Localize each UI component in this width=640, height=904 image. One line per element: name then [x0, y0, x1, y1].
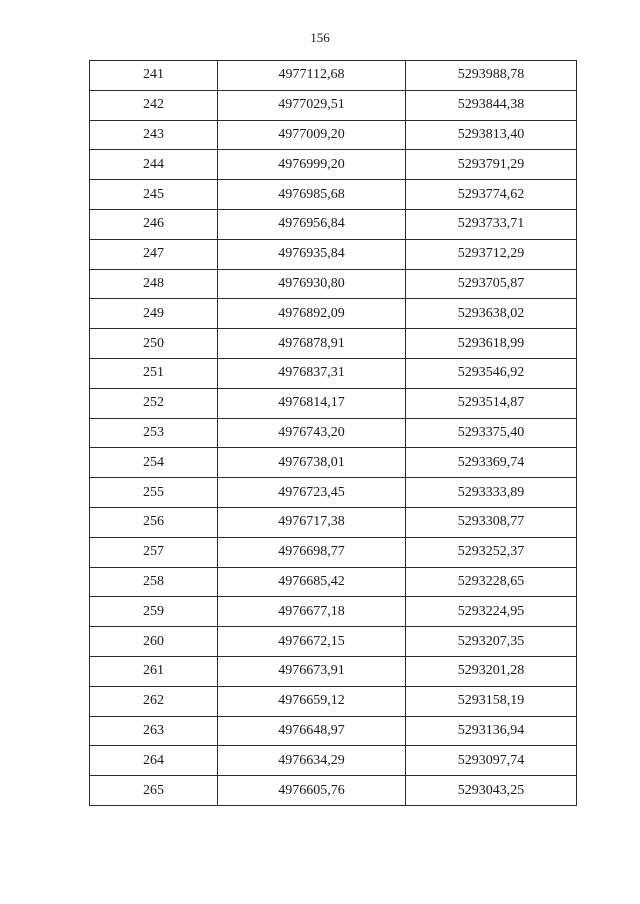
y-coordinate: 5293988,78 [406, 61, 577, 91]
point-number: 241 [90, 61, 218, 91]
point-number: 243 [90, 120, 218, 150]
x-coordinate: 4976738,01 [218, 448, 406, 478]
y-coordinate: 5293375,40 [406, 418, 577, 448]
page-number: 156 [310, 30, 330, 45]
table-row [90, 507, 577, 537]
point-number: 253 [90, 418, 218, 448]
point-number: 258 [90, 567, 218, 597]
y-coordinate: 5293705,87 [406, 269, 577, 299]
point-number: 250 [90, 329, 218, 359]
x-coordinate: 4976672,15 [218, 627, 406, 657]
y-coordinate: 5293252,37 [406, 537, 577, 567]
table-row [90, 388, 577, 418]
y-coordinate: 5293774,62 [406, 180, 577, 210]
point-number: 251 [90, 358, 218, 388]
table-row [90, 716, 577, 746]
x-coordinate: 4977112,68 [218, 61, 406, 91]
x-coordinate: 4977009,20 [218, 120, 406, 150]
y-coordinate: 5293712,29 [406, 239, 577, 269]
y-coordinate: 5293618,99 [406, 329, 577, 359]
y-coordinate: 5293844,38 [406, 90, 577, 120]
table-row [90, 120, 577, 150]
y-coordinate: 5293333,89 [406, 478, 577, 508]
point-number: 254 [90, 448, 218, 478]
x-coordinate: 4977029,51 [218, 90, 406, 120]
x-coordinate: 4976634,29 [218, 746, 406, 776]
table-row [90, 299, 577, 329]
point-number: 262 [90, 686, 218, 716]
point-number: 257 [90, 537, 218, 567]
point-number: 260 [90, 627, 218, 657]
coordinates-table-body [90, 61, 577, 806]
table-row [90, 537, 577, 567]
x-coordinate: 4976814,17 [218, 388, 406, 418]
point-number: 247 [90, 239, 218, 269]
table-row [90, 269, 577, 299]
table-row [90, 656, 577, 686]
y-coordinate: 5293158,19 [406, 686, 577, 716]
table-row [90, 209, 577, 239]
y-coordinate: 5293308,77 [406, 507, 577, 537]
x-coordinate: 4976999,20 [218, 150, 406, 180]
point-number: 242 [90, 90, 218, 120]
x-coordinate: 4976717,38 [218, 507, 406, 537]
point-number: 244 [90, 150, 218, 180]
table-row [90, 150, 577, 180]
y-coordinate: 5293201,28 [406, 656, 577, 686]
table-row [90, 627, 577, 657]
table-row [90, 448, 577, 478]
x-coordinate: 4976685,42 [218, 567, 406, 597]
y-coordinate: 5293791,29 [406, 150, 577, 180]
table-row [90, 776, 577, 806]
x-coordinate: 4976723,45 [218, 478, 406, 508]
table-row [90, 329, 577, 359]
x-coordinate: 4976930,80 [218, 269, 406, 299]
y-coordinate: 5293043,25 [406, 776, 577, 806]
table-row [90, 61, 577, 91]
y-coordinate: 5293097,74 [406, 746, 577, 776]
x-coordinate: 4976605,76 [218, 776, 406, 806]
table-row [90, 567, 577, 597]
y-coordinate: 5293638,02 [406, 299, 577, 329]
coordinates-table [89, 60, 577, 806]
x-coordinate: 4976743,20 [218, 418, 406, 448]
table-row [90, 478, 577, 508]
x-coordinate: 4976892,09 [218, 299, 406, 329]
point-number: 256 [90, 507, 218, 537]
table-row [90, 239, 577, 269]
table-row [90, 90, 577, 120]
y-coordinate: 5293136,94 [406, 716, 577, 746]
x-coordinate: 4976837,31 [218, 358, 406, 388]
point-number: 259 [90, 597, 218, 627]
table-row [90, 597, 577, 627]
table-row [90, 746, 577, 776]
y-coordinate: 5293813,40 [406, 120, 577, 150]
y-coordinate: 5293733,71 [406, 209, 577, 239]
table-row [90, 418, 577, 448]
y-coordinate: 5293207,35 [406, 627, 577, 657]
x-coordinate: 4976698,77 [218, 537, 406, 567]
point-number: 255 [90, 478, 218, 508]
table-row [90, 180, 577, 210]
point-number: 248 [90, 269, 218, 299]
point-number: 246 [90, 209, 218, 239]
table-row [90, 686, 577, 716]
x-coordinate: 4976677,18 [218, 597, 406, 627]
point-number: 245 [90, 180, 218, 210]
x-coordinate: 4976659,12 [218, 686, 406, 716]
x-coordinate: 4976673,91 [218, 656, 406, 686]
x-coordinate: 4976935,84 [218, 239, 406, 269]
y-coordinate: 5293224,95 [406, 597, 577, 627]
point-number: 261 [90, 656, 218, 686]
x-coordinate: 4976985,68 [218, 180, 406, 210]
point-number: 252 [90, 388, 218, 418]
point-number: 265 [90, 776, 218, 806]
x-coordinate: 4976956,84 [218, 209, 406, 239]
x-coordinate: 4976648,97 [218, 716, 406, 746]
table-row [90, 358, 577, 388]
point-number: 249 [90, 299, 218, 329]
y-coordinate: 5293546,92 [406, 358, 577, 388]
point-number: 263 [90, 716, 218, 746]
point-number: 264 [90, 746, 218, 776]
y-coordinate: 5293228,65 [406, 567, 577, 597]
x-coordinate: 4976878,91 [218, 329, 406, 359]
y-coordinate: 5293514,87 [406, 388, 577, 418]
y-coordinate: 5293369,74 [406, 448, 577, 478]
